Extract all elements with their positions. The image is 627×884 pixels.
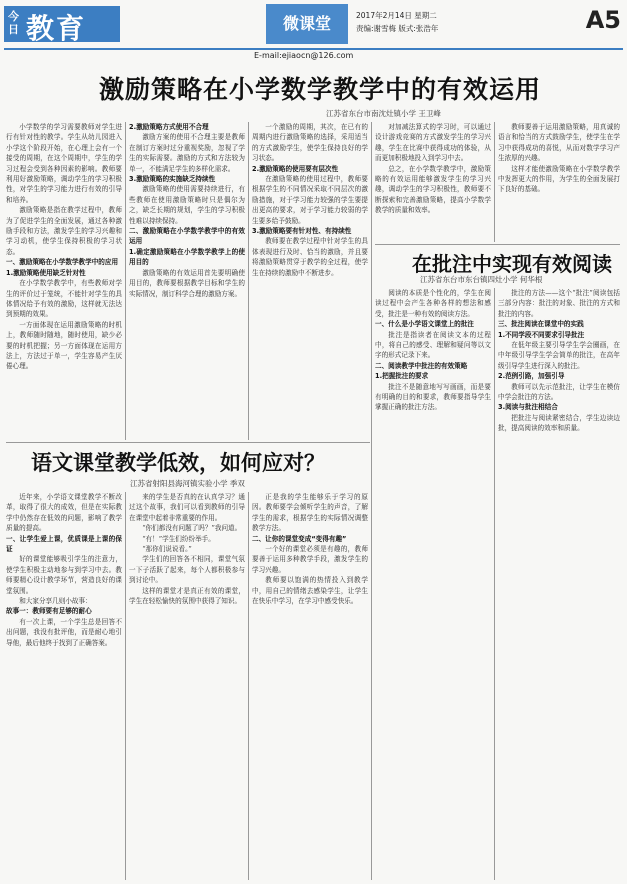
paragraph: 好的课堂能够吸引学生的注意力，使学生积极主动地参与到学习中去。教师要精心设计教学环节，营造良好的课堂氛围。 <box>6 555 122 595</box>
subheading: 1.确定激励策略在小学数学教学上的使用目的 <box>129 247 245 267</box>
article-3-column-1 <box>375 288 491 880</box>
paragraph: 来的学生是否真的在认真学习？通过这个故事，我们可以看到教师的引导在课堂中起着非常重要的作用。 <box>129 493 245 522</box>
logo-small-text: 今日 <box>8 10 19 36</box>
paragraph: 对加减法算式的学习时，可以通过设计游戏竞赛的方式激发学生的学习兴趣，学生在比赛中获得成功的体验，从而更加积极地投入到学习中去。 <box>375 123 491 163</box>
paragraph: 批注是指读者在阅读文本的过程中，将自己的感受、理解和疑问等以文字的形式记录下来。 <box>375 330 491 360</box>
editor-credits: 责编:谢雪梅 版式:张浩年 <box>356 24 439 33</box>
article-1-byline: 江苏省东台市南沈灶镇小学 王卫峰 <box>326 109 441 118</box>
subheading: 二、阅读教学中批注的有效策略 <box>375 361 468 370</box>
article-2-headline: 语文课堂教学低效，如何应对？ <box>31 451 325 475</box>
section-divider <box>6 442 370 443</box>
paragraph: 一个好的课堂必须是有趣的，教师要善于运用多种教学手段，激发学生的学习兴趣。 <box>252 545 368 574</box>
email-bar <box>4 48 623 60</box>
paragraph: 正是我的学生能够乐于学习的原因。教师要学会倾听学生的声音，了解学生的需求，根据学生的实际情况调整教学方法。 <box>252 493 368 533</box>
logo-title: 教育 <box>26 12 87 45</box>
paragraph: 这样才能使激励策略在小学数学教学中发挥更大的作用，为学生的全面发展打下良好的基础。 <box>498 164 620 194</box>
paragraph: 一方面体现在运用激励策略的时机上，教师随时随地，随时使用，缺少必要的时机把握；另一方面体现在运用方法上，方法过于单一，学生容易产生厌倦心理。 <box>6 320 122 371</box>
column-divider <box>125 122 126 440</box>
newspaper-logo <box>4 6 120 45</box>
paragraph: 批注的方法——这个“批注”阅读包括三部分内容：批注的对象、批注的方式和批注的内容。 <box>498 289 620 318</box>
subheading: 三、批注阅读在课堂中的实践 <box>498 320 584 329</box>
article-3-column-2 <box>498 288 620 880</box>
subheading: 3.阅读与批注相结合 <box>498 403 558 412</box>
paragraph: 近年来，小学语文课堂教学不断改革，取得了很大的成效，但是在实际教学中仍然存在低效的问题，影响了教学质量的提高。 <box>6 493 122 533</box>
paragraph: 激励方案的使用不合理主要是教师在制订方案时过分重视奖励，忽视了学生的实际需要。激励的方式和方法较为单一，不能满足学生的多样化需求。 <box>129 133 245 173</box>
subheading: 2.激励策略方式使用不合理 <box>129 123 209 131</box>
subheading: 一、让学生爱上课，优质课是上课的保证 <box>6 534 122 554</box>
section-divider <box>375 244 620 245</box>
article-2-byline: 江苏省射阳县海河镇实验小学 季双 <box>130 479 245 488</box>
paragraph: 教师要以饱满的热情投入到教学中，用自己的情绪去感染学生，让学生在快乐中学习，在学习中感受快乐。 <box>252 576 368 606</box>
paragraph: 在小学数学教学中，有些教师对学生的评价过于笼统，不能针对学生的具体情况给予有效的激励，这样就无法达到预期的效果。 <box>6 279 122 319</box>
article-1-column-1 <box>6 122 122 440</box>
paragraph: 在低年级主要引导学生学会圈画，在中年级引导学生学会简单的批注，在高年级引导学生进行深入的批注。 <box>498 341 620 370</box>
article-2-column-3 <box>252 492 368 880</box>
subheading: 3.激励策略的实施缺乏持续性 <box>129 175 216 184</box>
article-1-column-5 <box>498 122 620 242</box>
paragraph: 一个激励的周期，其次，在已有的周期内进行激励策略的选择，采用适当的方式激励学生，使学生保持良好的学习状态。 <box>252 123 368 163</box>
masthead-info <box>356 4 623 44</box>
paragraph: 教师要在教学过程中针对学生的具体表现进行及时、恰当的激励，并且要将激励策略贯穿于教学的全过程，使学生在持续的激励中不断进步。 <box>252 237 368 277</box>
subheading: 二、激励策略在小学数学教学中的有效运用 <box>129 227 245 246</box>
subheading: 3.激励策略要有针对性、有持续性 <box>252 227 352 236</box>
paragraph: 有一次上课，一个学生总是回答不出问题，我没有批评他，而是耐心地引导他，最后他终于找到了正确答案。 <box>6 617 122 647</box>
subheading: 故事一：教师要有足够的耐心 <box>6 607 92 616</box>
article-1-headline: 激励策略在小学数学教学中的有效运用 <box>98 75 541 104</box>
paragraph: 批注不是随意地写写画画，而是要有明确的目的和要求，教师要指导学生掌握正确的批注方法。 <box>375 382 491 412</box>
column-divider <box>125 492 126 880</box>
paragraph: 这样的课堂才是真正有效的课堂，学生在轻松愉快的氛围中获得了知识。 <box>129 586 245 606</box>
subheading: 一、激励策略在小学数学教学中的应用 <box>6 258 119 267</box>
contact-email: E-mail:ejiaocn@126.com <box>254 51 354 60</box>
paragraph: 在激励策略的使用过程中，教师要根据学生的不同情况采取不同层次的激励措施，对于学习能力较强的学生要提出更高的要求，对于学习能力较弱的学生要多给予鼓励。 <box>252 175 368 225</box>
page-number: A5 <box>585 6 621 34</box>
column-divider <box>248 492 249 880</box>
paragraph: “你们都没有问题了吗？”我问道。 <box>142 524 242 533</box>
column-divider <box>494 122 495 242</box>
paragraph: 激励策略的使用需要持续进行，有些教师在使用激励策略时只是偶尔为之，缺乏长期的规划，学生的学习积极性难以持续保持。 <box>129 185 245 225</box>
subheading: 1.把握批注的要求 <box>375 372 429 381</box>
column-divider <box>494 288 495 880</box>
subheading: 2.范例引路，加强引导 <box>498 372 565 381</box>
subheading: 1.激励策略使用缺乏针对性 <box>6 268 86 277</box>
paragraph: 和大家分享几则小故事： <box>19 597 92 606</box>
article-1-column-2 <box>129 122 245 440</box>
article-3-headline: 在批注中实现有效阅读 <box>412 252 612 276</box>
subheading: 二、让你的课堂变成“变得有趣” <box>252 534 347 543</box>
paragraph: “那你们说说看。” <box>142 545 192 554</box>
subheading: 2.激励策略的使用要有层次性 <box>252 164 339 173</box>
paragraph: 学生们的回答各不相同，课堂气氛一下子活跃了起来，每个人都积极参与到讨论中。 <box>129 555 245 585</box>
article-2-column-2 <box>129 492 245 880</box>
paragraph: 教师可以先示范批注，让学生在模仿中学会批注的方法。 <box>498 382 620 402</box>
paragraph: 激励策略是指在教学过程中，教师为了促进学生的全面发展，通过各种激励手段和方法，激发学生的学习兴趣和学习动机，使学生保持积极的学习状态。 <box>6 206 122 256</box>
paragraph: 激励策略的有效运用首先要明确使用目的，教师要根据教学目标和学生的实际情况，制订科学合理的激励方案。 <box>129 268 245 298</box>
paragraph: 教师要善于运用激励策略，用真诚的语言和恰当的方式鼓励学生，使学生在学习中获得成功的喜悦，从而对数学学习产生浓厚的兴趣。 <box>498 123 620 163</box>
paragraph: 把批注与阅读紧密结合，学生边读边批，提高阅读的效率和质量。 <box>498 413 620 433</box>
column-divider <box>248 122 249 440</box>
section-label: 微课堂 <box>266 4 348 44</box>
article-3-byline: 江苏省东台市东台镇四灶小学 何华根 <box>420 275 543 284</box>
paragraph: 小学数学的学习需要教师对学生进行有针对性的教学。学生从幼儿园进入小学这个阶段开始，在心理上会有一个接受的周期，在这个周期中，学生的学习过程会受到各种因素的影响。教师要利用好激励策略，调动学生的学习积极性，对学生的学习能力进行有效的引导和培养。 <box>6 123 122 204</box>
masthead <box>4 4 623 44</box>
subheading: 1.不同学段不同要求引导批注 <box>498 330 585 339</box>
paragraph: “有！”学生们纷纷举手。 <box>142 534 215 543</box>
article-2-column-1 <box>6 492 122 880</box>
subheading: 一、什么是小学语文课堂上的批注 <box>375 320 474 329</box>
article-1-column-4 <box>375 122 491 242</box>
column-divider <box>371 246 372 880</box>
paragraph: 阅读的本质是个性化的，学生在阅读过程中会产生各种各样的想法和感受，批注是一种有效的阅读方法。 <box>375 289 491 318</box>
paragraph: 总之，在小学数学教学中，激励策略的有效运用能够激发学生的学习兴趣，调动学生的学习积极性，教师要不断探索和完善激励策略，提高小学数学教学的质量和效率。 <box>375 164 491 215</box>
issue-date: 2017年2月14日 星期二 <box>356 11 437 20</box>
article-1-column-3 <box>252 122 368 440</box>
